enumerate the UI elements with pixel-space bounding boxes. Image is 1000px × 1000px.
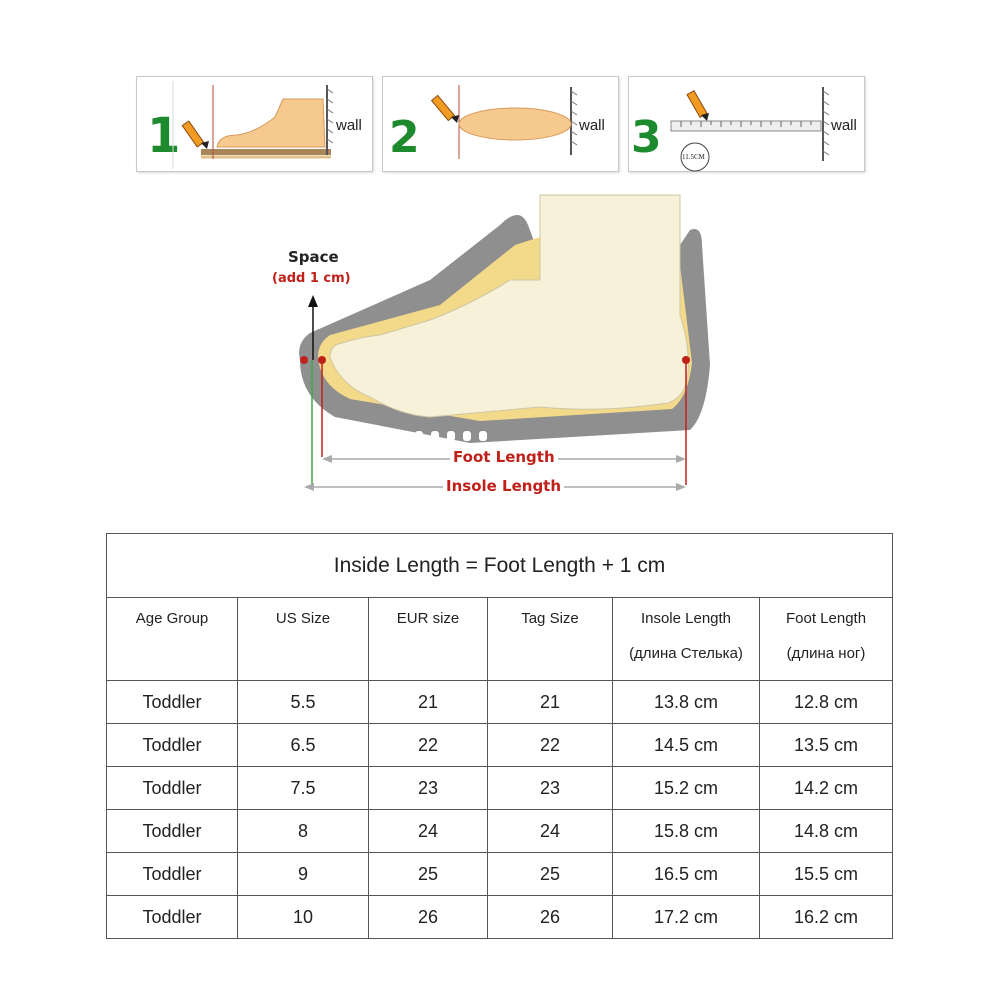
us-size-cell: 8 bbox=[238, 810, 369, 853]
insole-length-cell: 17.2 cm bbox=[613, 896, 760, 939]
step-number: 1 bbox=[147, 108, 181, 164]
eur-size-cell: 21 bbox=[369, 681, 488, 724]
foot-length-cell: 16.2 cm bbox=[760, 896, 893, 939]
step-3-panel bbox=[628, 76, 865, 172]
foot-length-cell: 14.2 cm bbox=[760, 767, 893, 810]
insole-length-cell: 16.5 cm bbox=[613, 853, 760, 896]
insole-toe-point bbox=[300, 356, 308, 364]
age-group-cell: Toddler bbox=[107, 767, 238, 810]
tag-size-cell: 24 bbox=[488, 810, 613, 853]
header-eur-size: EUR size bbox=[369, 598, 488, 681]
age-group-cell: Toddler bbox=[107, 810, 238, 853]
heel-point bbox=[682, 356, 690, 364]
foot-length-cell: 14.8 cm bbox=[760, 810, 893, 853]
tag-size-cell: 25 bbox=[488, 853, 613, 896]
eur-size-cell: 24 bbox=[369, 810, 488, 853]
ruler-icon bbox=[671, 121, 821, 131]
age-group-cell: Toddler bbox=[107, 681, 238, 724]
tag-size-cell: 21 bbox=[488, 681, 613, 724]
tag-size-cell: 23 bbox=[488, 767, 613, 810]
eur-size-cell: 23 bbox=[369, 767, 488, 810]
us-size-cell: 10 bbox=[238, 896, 369, 939]
tag-size-cell: 22 bbox=[488, 724, 613, 767]
foot-length-cell: 15.5 cm bbox=[760, 853, 893, 896]
age-group-cell: Toddler bbox=[107, 724, 238, 767]
arrow-up-icon bbox=[308, 295, 318, 307]
foot-toe-point bbox=[318, 356, 326, 364]
wall-label: wall bbox=[579, 117, 605, 134]
table-header-row bbox=[107, 598, 893, 681]
pencil-icon bbox=[432, 95, 459, 123]
insole-length-cell: 15.2 cm bbox=[613, 767, 760, 810]
us-size-cell: 9 bbox=[238, 853, 369, 896]
shoe-size-diagram bbox=[0, 185, 1000, 505]
step-number: 2 bbox=[389, 112, 420, 163]
table-row bbox=[107, 896, 893, 939]
header-foot-length: Foot Length (длина ног) bbox=[760, 598, 893, 681]
header-age-group: Age Group bbox=[107, 598, 238, 681]
us-size-cell: 7.5 bbox=[238, 767, 369, 810]
table-row bbox=[107, 853, 893, 896]
age-group-cell: Toddler bbox=[107, 853, 238, 896]
eur-size-cell: 26 bbox=[369, 896, 488, 939]
step-2-panel bbox=[382, 76, 619, 172]
space-label: Space bbox=[288, 248, 339, 266]
size-chart-table bbox=[106, 533, 893, 939]
insole-length-cell: 13.8 cm bbox=[613, 681, 760, 724]
foot-length-cell: 12.8 cm bbox=[760, 681, 893, 724]
eur-size-cell: 25 bbox=[369, 853, 488, 896]
table-row bbox=[107, 767, 893, 810]
wall-label: wall bbox=[831, 117, 857, 134]
header-tag-size: Tag Size bbox=[488, 598, 613, 681]
foot-length-cell: 13.5 cm bbox=[760, 724, 893, 767]
insole-length-label: Insole Length bbox=[443, 477, 564, 495]
table-row bbox=[107, 681, 893, 724]
header-us-size: US Size bbox=[238, 598, 369, 681]
pencil-icon bbox=[182, 121, 209, 149]
table-row bbox=[107, 724, 893, 767]
insole-length-cell: 14.5 cm bbox=[613, 724, 760, 767]
eur-size-cell: 22 bbox=[369, 724, 488, 767]
wall-label: wall bbox=[336, 117, 362, 134]
space-sub-label: (add 1 cm) bbox=[272, 271, 351, 286]
header-insole-length: Insole Length (длина Стелька) bbox=[613, 598, 760, 681]
foot-length-label: Foot Length bbox=[450, 448, 558, 466]
us-size-cell: 5.5 bbox=[238, 681, 369, 724]
step-1-panel bbox=[136, 76, 373, 172]
pencil-icon bbox=[687, 91, 709, 121]
step-number: 3 bbox=[631, 112, 662, 163]
table-title-row bbox=[107, 534, 893, 598]
us-size-cell: 6.5 bbox=[238, 724, 369, 767]
table-title: Inside Length = Foot Length + 1 cm bbox=[107, 534, 893, 598]
insole-length-cell: 15.8 cm bbox=[613, 810, 760, 853]
ruler-label: 11.5CM bbox=[682, 153, 705, 161]
table-row bbox=[107, 810, 893, 853]
measuring-steps bbox=[0, 76, 1000, 174]
age-group-cell: Toddler bbox=[107, 896, 238, 939]
tag-size-cell: 26 bbox=[488, 896, 613, 939]
